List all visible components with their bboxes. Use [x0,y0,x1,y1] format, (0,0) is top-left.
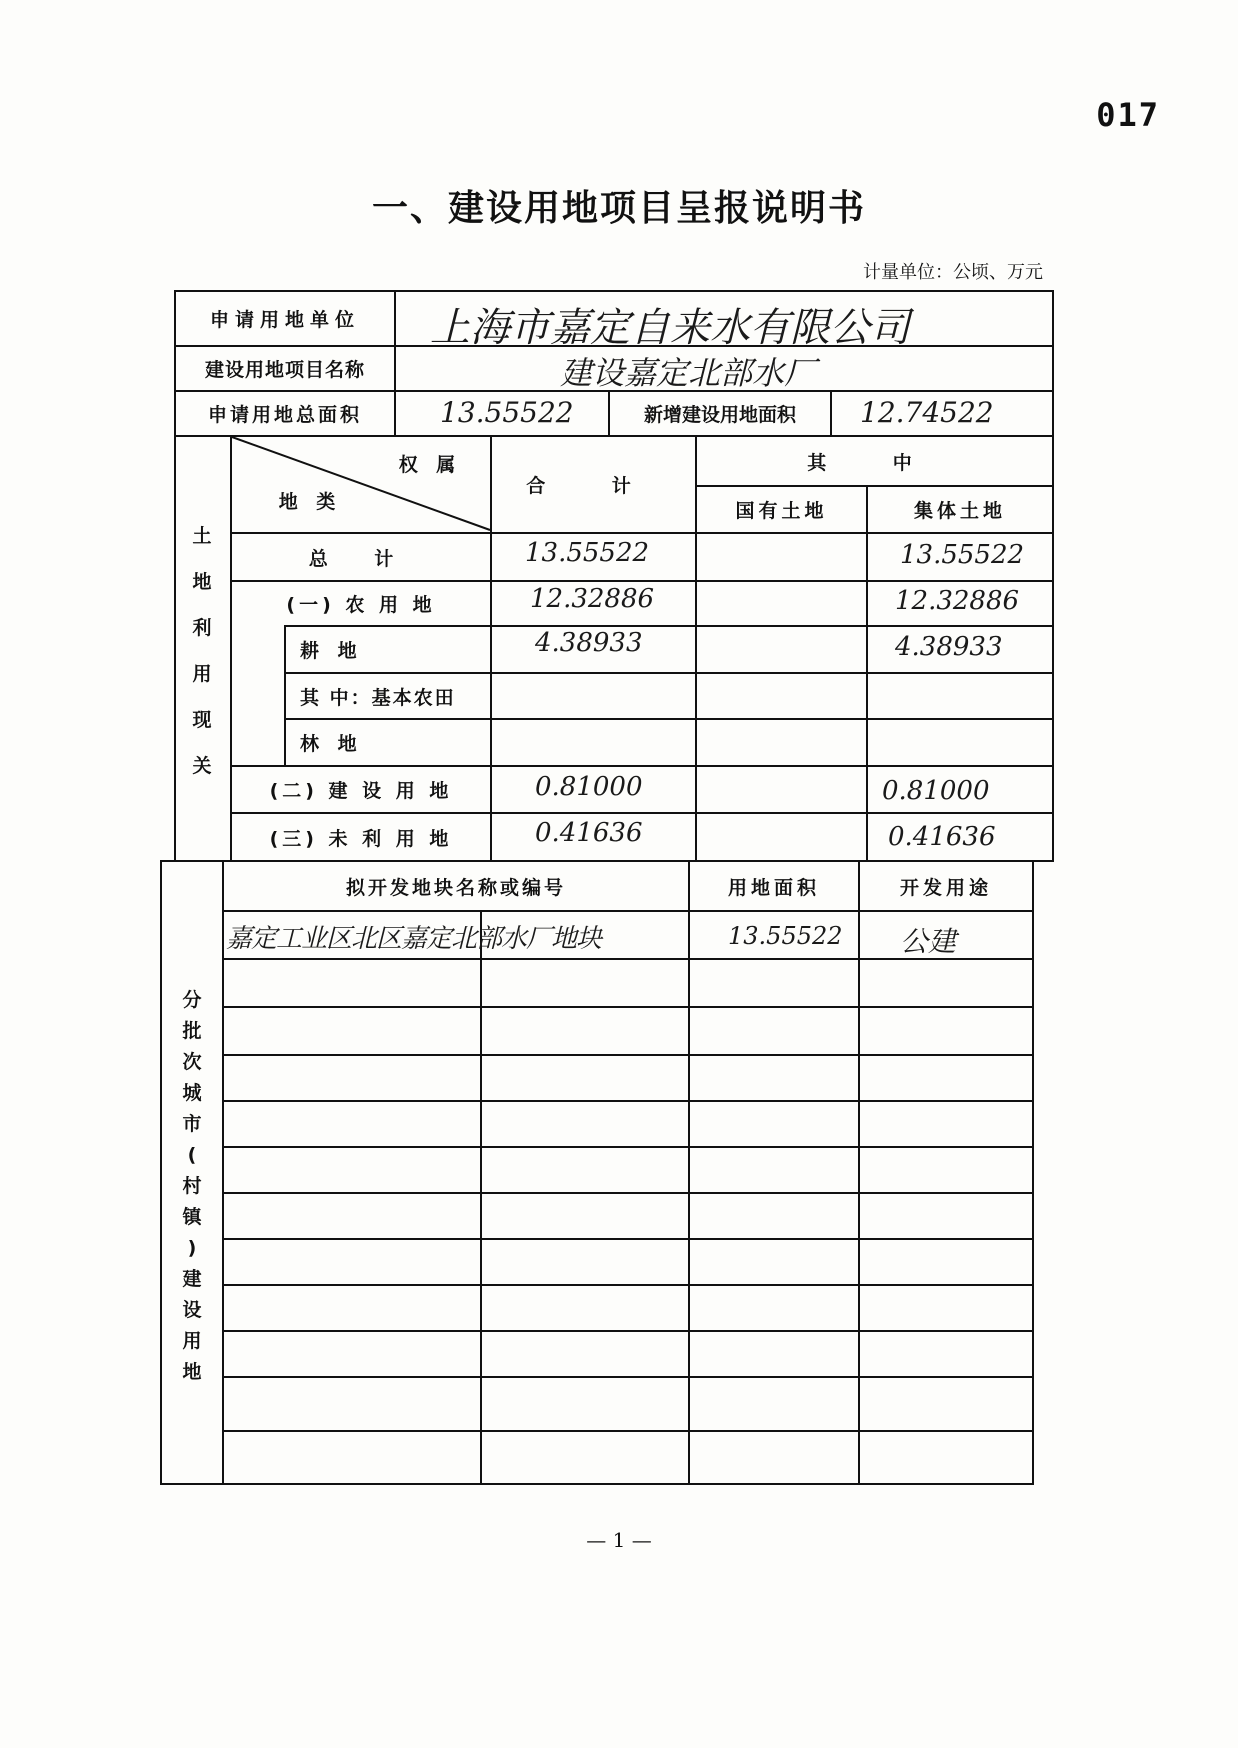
new-area-value: 12.74522 [860,396,994,429]
row-agri-label: (一) 农 用 地 [286,594,436,616]
batch-use-value: 公建 [900,925,957,958]
use-header: 开发用途 [899,876,992,899]
row-construction-label: (二) 建 设 用 地 [269,780,453,802]
row-arable-collective: 4.38933 [895,632,1003,662]
among-header: 其 中 [807,451,942,474]
row-unused-label: (三) 未 利 用 地 [269,827,453,850]
land-use-side-label: 土 地 利 用 现 关 [192,525,212,777]
applicant-label: 申请用地单位 [209,309,360,331]
total-header: 合 计 [526,475,661,497]
project-value: 建设嘉定北部水厂 [560,354,817,392]
row-agri-total: 12.32886 [530,584,655,614]
total-area-value: 13.55522 [440,396,574,429]
row-arable-total: 4.38933 [535,628,643,658]
area-header: 用地面积 [727,876,820,899]
row-unused-total: 0.41636 [535,818,643,848]
applicant-value: 上海市嘉定自来水有限公司 [430,305,910,351]
batch-area-value: 13.55522 [728,922,843,950]
row-construction-total: 0.81000 [535,772,643,802]
row-forest-label: 林 地 [300,733,363,755]
unit-note: 计量单位：公顷、万元 [863,262,1043,283]
state-land-header: 国有土地 [735,500,828,522]
row-arable-label: 耕 地 [300,640,363,662]
page-number: 017 [1096,96,1160,134]
land-type-header: 地 类 [278,490,342,513]
row-total-label: 总 计 [308,547,414,570]
page-title: 一、建设用地项目呈报说明书 [371,188,866,229]
batch-side-label: 分 批 次 城 市 ( 村 镇 ) 建 设 用 地 [182,989,202,1383]
total-area-label: 申请用地总面积 [207,404,362,426]
page-footer: — 1 — [586,1528,652,1552]
batch-plot-value: 嘉定工业区北区嘉定北部水厂地块 [226,924,602,954]
row-agri-collective: 12.32886 [895,586,1020,616]
row-total-collective: 13.55522 [900,540,1025,570]
plot-header: 拟开发地块名称或编号 [345,876,566,899]
ownership-header: 权 属 [398,453,462,476]
row-construction-collective: 0.81000 [882,776,990,806]
new-area-label: 新增建设用地面积 [643,404,796,426]
row-total-total: 13.55522 [525,538,650,568]
project-label: 建设用地项目名称 [204,359,365,381]
row-unused-collective: 0.41636 [888,822,996,852]
row-basic-farmland-label: 其 中：基本农田 [300,686,456,709]
collective-land-header: 集体土地 [913,500,1006,522]
